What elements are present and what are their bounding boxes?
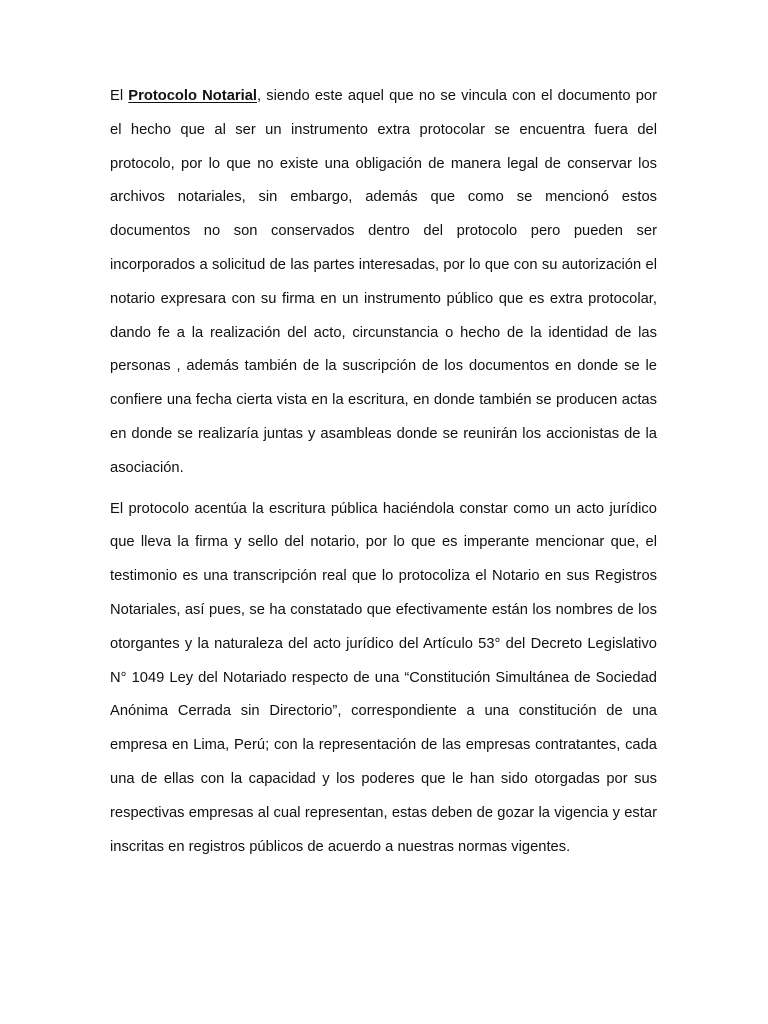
paragraph-1	[110, 80, 657, 486]
paragraph-2-text: El protocolo acentúa la escritura pública haciéndola constar como un acto jurídico que lleva la firma y sello del notario, por lo que es imperante mencionar que, el testimonio es una transcripción real que lo protocoliza el Notario en sus Registros Notariales, así pues, se ha constatado que efectivamente están los nombres de los otorgantes y la naturaleza del acto jurídico del Artículo 53° del Decreto Legislativo N° 1049 Ley del Notariado respecto de una “Constitución Simultánea de Sociedad Anónima Cerrada sin Directorio”, correspondiente a una constitución de una empresa en Lima, Perú; con la representación de las empresas contratantes, cada una de ellas con la capacidad y los poderes que le han sido otorgadas por sus respectivas empresas al cual representan, estas deben de gozar la vigencia y estar inscritas en registros públicos de acuerdo a nuestras normas vigentes.	[110, 500, 657, 855]
paragraph-2	[110, 493, 657, 865]
protocolo-notarial-term: Protocolo Notarial	[128, 88, 258, 104]
paragraph-1-text: , siendo este aquel que no se vincula con el documento por el hecho que al ser un instrumento extra protocolar se encuentra fuera del protocolo, por lo que no existe una obligación de manera legal de conservar los archivos notariales, sin embargo, además que como se mencionó estos documentos no son conservados dentro del protocolo pero pueden ser incorporados a solicitud de las partes interesadas, por lo que con su autorización el notario expresara con su firma en un instrumento público que es extra protocolar, dando fe a la realización del acto, circunstancia o hecho de la identidad de las personas , además también de la suscripción de los documentos en donde se le confiere una fecha cierta vista en la escritura, en donde también se producen actas en donde se realizaría juntas y asambleas donde se reunirán los accionistas de la asociación.	[110, 88, 657, 476]
document-body	[110, 80, 657, 864]
paragraph-1-lead: El	[110, 88, 129, 104]
